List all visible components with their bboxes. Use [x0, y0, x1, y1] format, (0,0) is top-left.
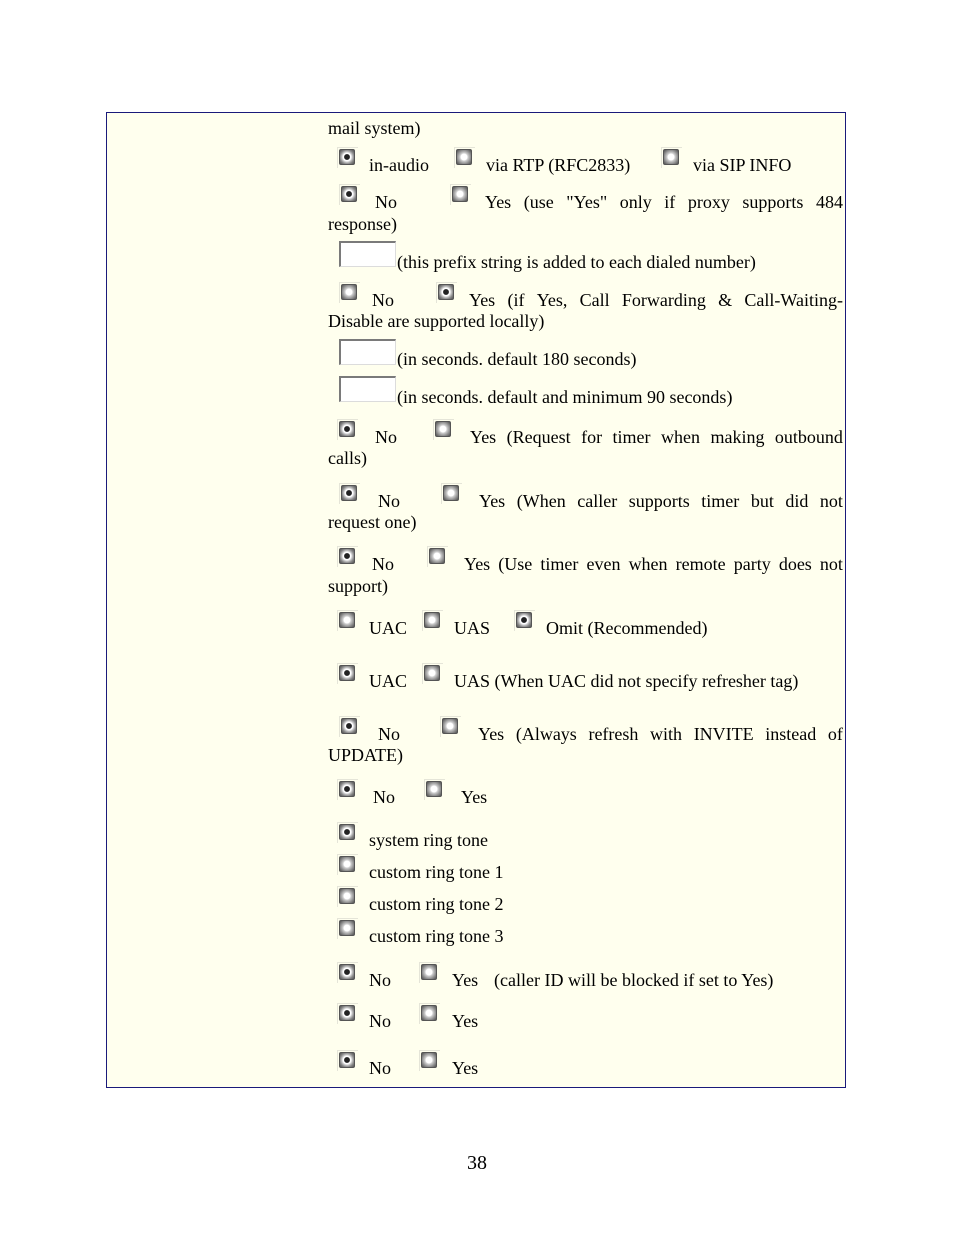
- callerid-no-radio[interactable]: [339, 964, 355, 980]
- timer-force-yes-label: Yes (Use timer even when remote party does not: [464, 554, 843, 574]
- min-se-input[interactable]: [339, 376, 396, 402]
- timer-request-no-radio[interactable]: [339, 421, 355, 437]
- session-expiration-note: (in seconds. default 180 seconds): [397, 349, 637, 369]
- ringtone-custom1-radio[interactable]: [339, 856, 355, 872]
- ringtone-custom2-label: custom ring tone 2: [369, 894, 504, 914]
- timer-support-yes-label-cont: request one): [328, 512, 417, 532]
- callerid-yes-radio[interactable]: [421, 964, 437, 980]
- last2-yes-label: Yes: [452, 1058, 479, 1078]
- fwd-yes-radio[interactable]: [438, 284, 454, 300]
- refresher-uac-radio[interactable]: [339, 612, 355, 628]
- fwd-no-label: No: [372, 290, 394, 310]
- refresh-invite-yes-label-cont: UPDATE): [328, 745, 403, 765]
- last2-no-radio[interactable]: [339, 1052, 355, 1068]
- dtmf-inaudio-label: in-audio: [369, 155, 429, 175]
- callerid-note: (caller ID will be blocked if set to Yes): [494, 970, 774, 990]
- timer-request-no-label: No: [375, 427, 397, 447]
- callerid-no-label: No: [369, 970, 391, 990]
- ringtone-custom3-radio[interactable]: [339, 920, 355, 936]
- last2-yes-radio[interactable]: [421, 1052, 437, 1068]
- dtmf-sipinfo-label: via SIP INFO: [693, 155, 792, 175]
- refresher-uas-radio[interactable]: [424, 612, 440, 628]
- voicemail-text-tail: mail system): [328, 118, 421, 138]
- refresher-omit-label: Omit (Recommended): [546, 618, 708, 638]
- plain-yes-label: Yes: [461, 787, 488, 807]
- refresh-invite-yes-label: Yes (Always refresh with INVITE instead of: [478, 724, 843, 744]
- refresher-uas-label: UAS: [454, 618, 491, 638]
- timer-force-yes-label-cont: support): [328, 576, 388, 596]
- refresh-invite-no-radio[interactable]: [341, 718, 357, 734]
- refresher-default-uas-label: UAS (When UAC did not specify refresher tag): [454, 671, 799, 691]
- r484-yes-label-cont: response): [328, 214, 397, 234]
- r484-no-label: No: [375, 192, 397, 212]
- r484-yes-radio[interactable]: [452, 186, 468, 202]
- timer-force-no-label: No: [372, 554, 394, 574]
- ringtone-custom1-label: custom ring tone 1: [369, 862, 504, 882]
- last1-no-label: No: [369, 1011, 391, 1031]
- settings-panel: [106, 112, 846, 1088]
- timer-support-yes-radio[interactable]: [443, 485, 459, 501]
- refresher-default-uac-radio[interactable]: [339, 665, 355, 681]
- refresh-invite-no-label: No: [378, 724, 400, 744]
- prefix-note: (this prefix string is added to each dialed number): [397, 252, 756, 272]
- ringtone-custom2-radio[interactable]: [339, 888, 355, 904]
- last1-yes-label: Yes: [452, 1011, 479, 1031]
- dtmf-inaudio-radio[interactable]: [339, 149, 355, 165]
- last1-no-radio[interactable]: [339, 1005, 355, 1021]
- min-se-note: (in seconds. default and minimum 90 seconds): [397, 387, 733, 407]
- timer-support-yes-label: Yes (When caller supports timer but did not: [479, 491, 843, 511]
- refresher-uac-label: UAC: [369, 618, 408, 638]
- dtmf-rtp-label: via RTP (RFC2833): [486, 155, 631, 175]
- timer-request-yes-label-cont: calls): [328, 448, 367, 468]
- ringtone-custom3-label: custom ring tone 3: [369, 926, 504, 946]
- r484-yes-label: Yes (use "Yes" only if proxy supports 484: [485, 192, 843, 212]
- fwd-yes-label: Yes (if Yes, Call Forwarding & Call-Waiting-: [469, 290, 843, 310]
- ringtone-system-label: system ring tone: [369, 830, 488, 850]
- plain-no-label: No: [373, 787, 395, 807]
- refresher-omit-radio[interactable]: [516, 612, 532, 628]
- page-number: 38: [467, 1152, 487, 1174]
- ringtone-system-radio[interactable]: [339, 824, 355, 840]
- plain-no-radio[interactable]: [339, 781, 355, 797]
- timer-force-yes-radio[interactable]: [429, 548, 445, 564]
- timer-force-no-radio[interactable]: [339, 548, 355, 564]
- refresher-default-uac-label: UAC: [369, 671, 408, 691]
- refresh-invite-yes-radio[interactable]: [442, 718, 458, 734]
- plain-yes-radio[interactable]: [426, 781, 442, 797]
- dtmf-rtp-radio[interactable]: [456, 149, 472, 165]
- timer-request-yes-radio[interactable]: [435, 421, 451, 437]
- timer-support-no-label: No: [378, 491, 400, 511]
- timer-request-yes-label: Yes (Request for timer when making outbound: [470, 427, 843, 447]
- callerid-yes-label: Yes: [452, 970, 479, 990]
- session-expiration-input[interactable]: [339, 339, 396, 365]
- refresher-default-uas-radio[interactable]: [424, 665, 440, 681]
- last2-no-label: No: [369, 1058, 391, 1078]
- fwd-yes-label-cont: Disable are supported locally): [328, 311, 545, 331]
- dtmf-sipinfo-radio[interactable]: [663, 149, 679, 165]
- timer-support-no-radio[interactable]: [341, 485, 357, 501]
- prefix-input[interactable]: [339, 241, 396, 267]
- fwd-no-radio[interactable]: [341, 284, 357, 300]
- r484-no-radio[interactable]: [341, 186, 357, 202]
- last1-yes-radio[interactable]: [421, 1005, 437, 1021]
